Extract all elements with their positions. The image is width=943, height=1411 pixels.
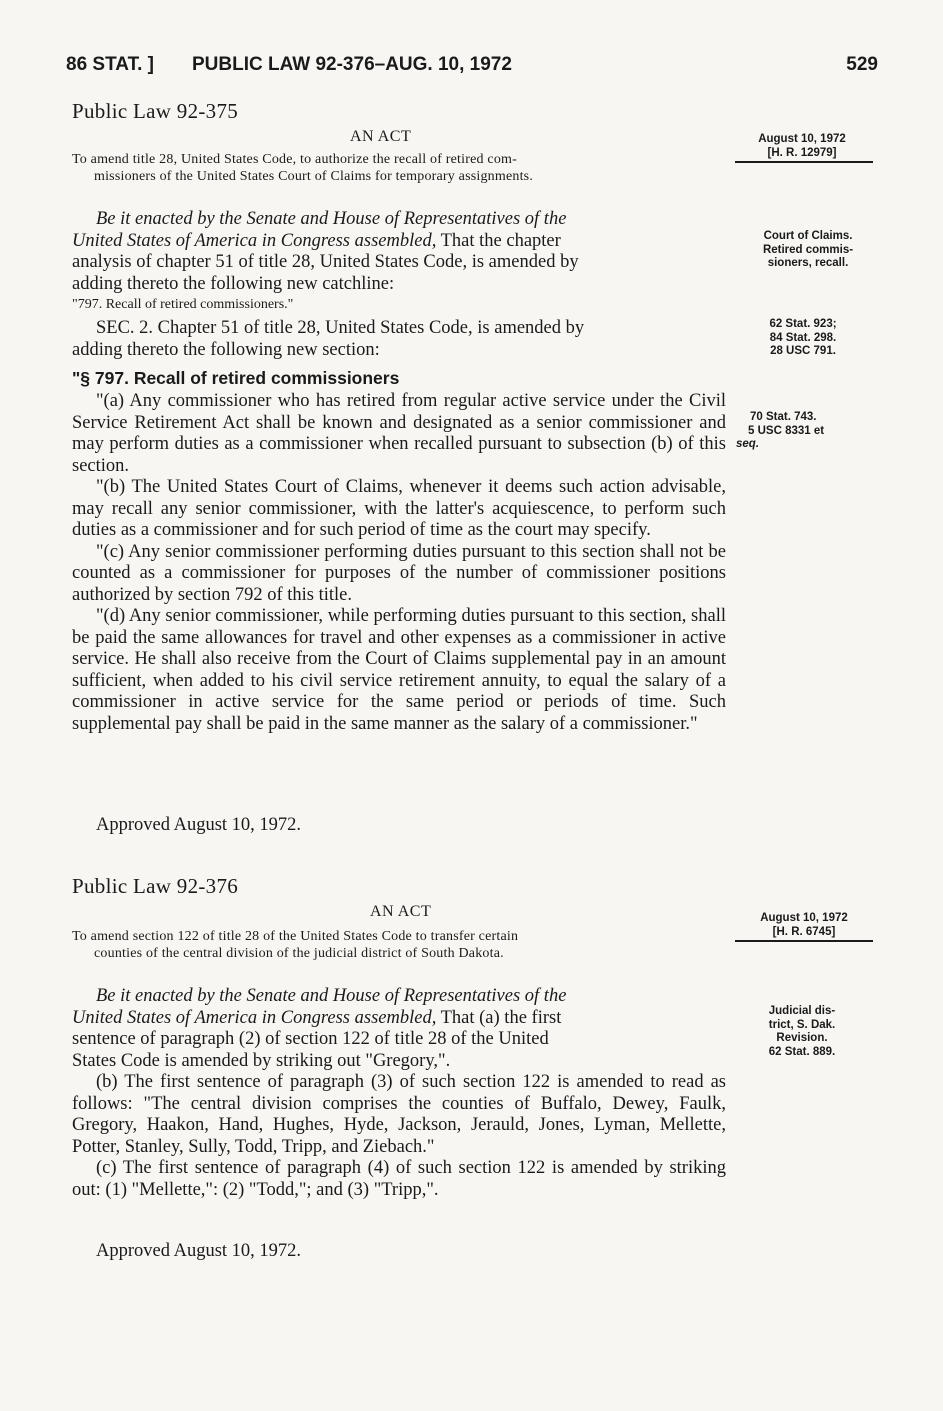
page-number: 529 [846,54,878,75]
running-head-left [66,54,550,76]
law2-an-act: AN ACT [370,903,432,920]
law2-enact-italic-2: United States of America in Congress assembled, [72,1007,437,1028]
margin-jud-line4: 62 Stat. 889. [768,1045,836,1058]
running-head [66,54,878,84]
law2-enact-rest: That (a) the first [436,1007,562,1028]
law1-sec2-line2: adding thereto the following new section: [72,339,380,360]
law2-para-b: (b) The first sentence of paragraph (3) of such section 122 is amended to read as follows: "The central division comprises the counties of Buffalo, Dewey, Faulk, Gregory, Haakon, Hand, Hughes, Hyde, Jackson, Jerauld, Jones, Lyman, Mellette, Potter, Stanley, Sully, Todd, Tripp, and Ziebach." [72,1072,726,1157]
law1-section-heading: "§ 797. Recall of retired commissioners [72,368,400,388]
law2-para-c: (c) The first sentence of paragraph (4) of such section 122 is amended by striking out: (1) "Mellette,": (2) "Todd,"; and (3) "Tripp,". [72,1158,726,1200]
law1-heading: Public Law 92-375 [72,99,239,123]
law2-enacting-clause [72,986,726,1201]
law1-catchline: "797. Recall of retired commissioners." [72,297,294,312]
law1-para-d: "(d) Any senior commissioner, while performing duties pursuant to this section, shall be paid the same allowances for travel and other expenses as a commissioner in active service. He shall also receive from the Court of Claims supplemental pay in an amount sufficient, when added to his civil service retirement annuity, to equal the salary of a commissioner in active service for the same period or periods of time. Such supplemental pay shall be paid in the same manner as the salary of a commissioner." [72,606,726,734]
law1-title [72,151,732,185]
law1-para-b: "(b) The United States Court of Claims, whenever it deems such action advisable, may recall any senior commissioner, with the latter's acquiescence, to perform such duties as a commissioner and for such period of time as the court may specify. [72,477,726,540]
law2-enact-line3: sentence of paragraph (2) of section 122 of title 28 of the United [72,1029,549,1049]
volume-reference: 86 STAT. ] [66,54,154,75]
margin-court-line3: sioners, recall. [767,257,849,269]
law1-an-act: AN ACT [350,128,412,145]
law2-enact-line4: States Code is amended by striking out "Gregory,". [72,1050,451,1071]
law1-enact-rest: That the chapter [436,230,561,251]
law1-sec2-line1: SEC. 2. Chapter 51 of title 28, United States Code, is amended by [96,318,585,338]
margin-stat2-line2: 5 USC 8331 et [748,424,825,437]
law1-approved: Approved August 10, 1972. [96,815,302,835]
law1-section-2 [72,318,726,361]
law1-margin-rule [735,161,873,163]
margin-court-line2: Retired commis- [762,243,854,256]
law1-title-line1: To amend title 28, United States Code, to authorize the recall of retired com- [72,152,517,167]
margin-jud-line1: Judicial dis- [768,1005,836,1017]
law2-enact-italic-1: Be it enacted by the Senate and House of Representatives of the [96,986,567,1006]
law2-margin-rule [735,940,873,942]
law1-margin-stat-refs [738,318,868,359]
margin-court-line1: Court of Claims. [763,230,853,242]
margin-stat-line1: 62 Stat. 923; [769,318,837,330]
law2-date-note: August 10, 1972 [760,912,848,924]
law1-margin-stat-refs-2 [736,411,876,452]
law1-enact-italic-2: United States of America in Congress assembled, [72,230,437,251]
law1-enact-italic-1: Be it enacted by the Senate and House of Representatives of the [96,209,567,229]
law2-title-line2: counties of the central division of the judicial district of South Dakota. [94,946,504,961]
law2-approved: Approved August 10, 1972. [96,1241,302,1261]
margin-stat2-line1: 70 Stat. 743. [750,411,817,423]
law1-enact-line4: adding thereto the following new catchline: [72,273,395,294]
law2-heading: Public Law 92-376 [72,874,239,898]
law1-bill-note: [H. R. 12979] [767,147,837,159]
law2-bill-note: [H. R. 6745] [772,926,836,938]
law1-title-line2: missioners of the United States Court of Claims for temporary assignments. [94,169,534,184]
law1-margin-court-claims [746,230,870,271]
law2-margin-date [740,911,868,939]
law1-para-a: "(a) Any commissioner who has retired from regular active service under the Civil Service Retirement Act shall be known and designated as a senior commissioner and may perform duties as a commissioner when recalled pursuant to subsection (b) of this section. [72,391,726,476]
margin-stat-line2: 84 Stat. 298. [769,331,837,344]
law1-enact-line3: analysis of chapter 51 of title 28, United States Code, is amended by [72,252,579,272]
margin-stat-line3: 28 USC 791. [770,345,836,357]
margin-jud-line2: trict, S. Dak. [768,1018,836,1031]
law1-para-c: "(c) Any senior commissioner performing duties pursuant to this section shall not be counted as a commissioner for purposes of the number of commissioner positions authorized by section 792 of this title. [72,541,726,605]
law1-margin-date [738,132,866,160]
running-title: PUBLIC LAW 92-376–AUG. 10, 1972 [191,54,512,75]
law2-margin-judicial [740,1005,864,1059]
law2-title [72,928,734,962]
law1-date-note: August 10, 1972 [758,133,846,145]
margin-stat2-line3: seq. [736,438,760,450]
law1-section-text [72,391,726,735]
law2-title-line1: To amend section 122 of title 28 of the United States Code to transfer certain [72,929,519,944]
margin-jud-line3: Revision. [776,1032,828,1044]
law1-enacting-clause [72,209,726,295]
